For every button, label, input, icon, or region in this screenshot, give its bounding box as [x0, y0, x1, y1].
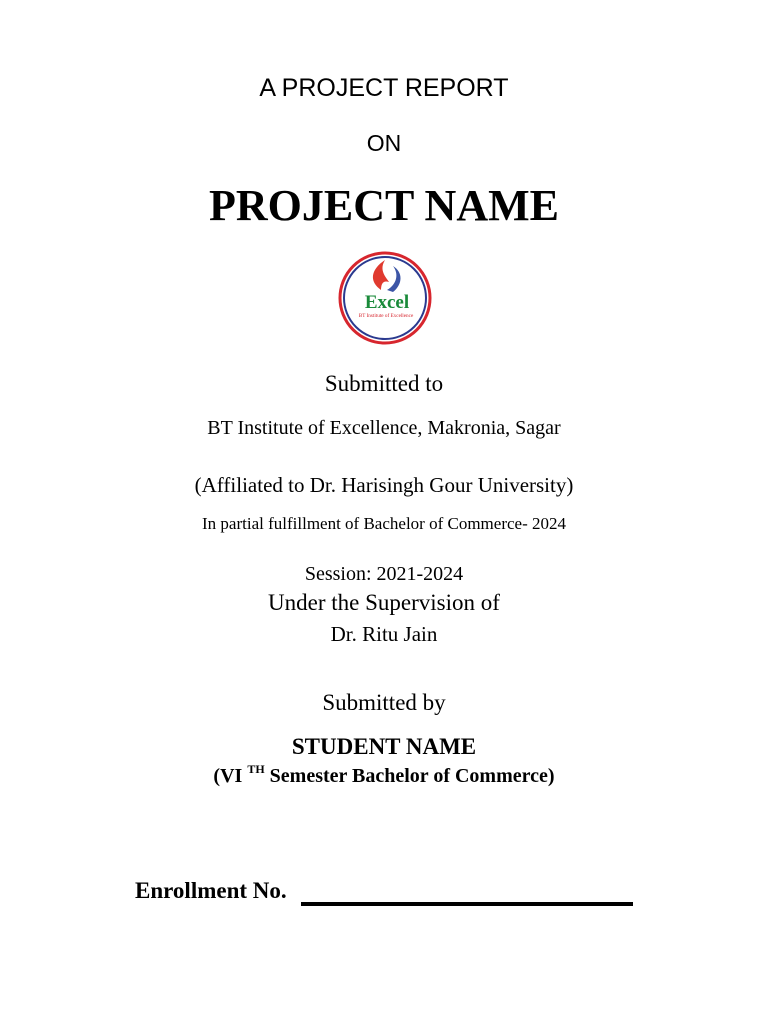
student-name: STUDENT NAME	[291, 734, 477, 759]
semester-superscript: TH	[247, 762, 265, 776]
report-heading: A PROJECT REPORT	[259, 74, 509, 102]
session-text: Session: 2021-2024	[304, 563, 464, 585]
supervision-label: Under the Supervision of	[268, 590, 500, 615]
on-label: ON	[366, 130, 402, 156]
semester-rest: Semester Bachelor of Commerce)	[269, 765, 555, 787]
semester-text	[0, 762, 768, 788]
semester-open: (VI	[213, 765, 243, 787]
supervisor-name: Dr. Ritu Jain	[330, 622, 438, 646]
submitted-by-label: Submitted by	[322, 690, 446, 715]
logo-brand-text: Excel	[364, 292, 410, 313]
institute-name: BT Institute of Excellence, Makronia, Sagar	[207, 417, 561, 439]
enrollment-blank-line	[301, 902, 633, 906]
logo-tagline-text: BT Institute of Excellence	[358, 313, 414, 319]
fulfillment-text: In partial fulfillment of Bachelor of Commerce- 2024	[202, 514, 566, 533]
affiliation-text: (Affiliated to Dr. Harisingh Gour University)	[194, 473, 574, 497]
submitted-to-label: Submitted to	[324, 371, 444, 396]
enrollment-label: Enrollment No.	[135, 878, 287, 903]
project-title: PROJECT NAME	[209, 181, 559, 230]
excel-institute-logo	[337, 250, 433, 346]
